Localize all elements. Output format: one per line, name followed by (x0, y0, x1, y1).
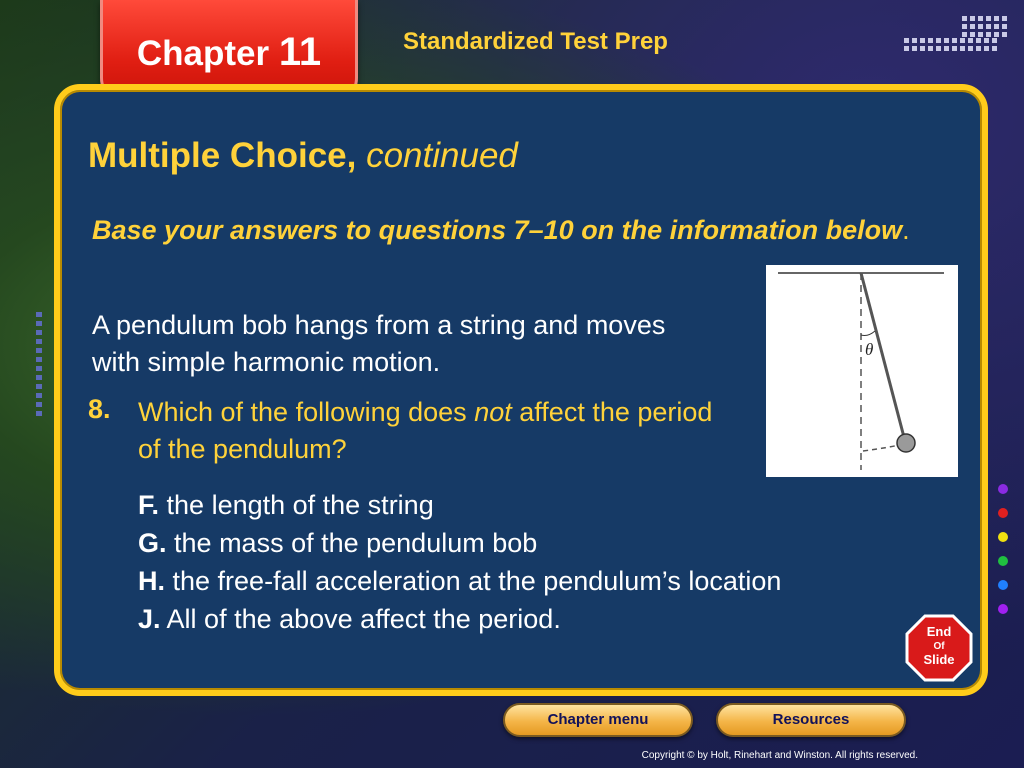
choice-letter: H. (138, 566, 165, 596)
question-part-2: affect the period of the pendulum? (138, 397, 713, 464)
choice-j[interactable] (138, 600, 781, 638)
question-text (138, 394, 738, 468)
choice-text: the length of the string (166, 490, 434, 520)
question-stem: A pendulum bob hangs from a string and moves with simple harmonic motion. (92, 310, 666, 377)
slide-title (88, 136, 518, 176)
pendulum-bob (897, 434, 915, 452)
instructions-period: . (902, 215, 910, 245)
chapter-label: Chapter (136, 34, 270, 73)
instructions-text: Base your answers to questions 7–10 on the information below (92, 215, 903, 245)
choice-text: All of the above affect the period. (166, 604, 561, 634)
theta-label: θ (865, 340, 874, 359)
svg-text:End: End (926, 624, 952, 639)
question-part-1: Which of the following does (138, 397, 467, 427)
angle-arc (861, 331, 875, 336)
svg-text:Slide: Slide (923, 652, 955, 667)
answer-choices (138, 486, 781, 638)
section-title: Standardized Test Prep (403, 28, 668, 55)
chapter-heading (103, 30, 355, 75)
svg-text:Of: Of (933, 641, 945, 652)
question-number: 8. (88, 394, 111, 424)
choice-h[interactable] (138, 562, 781, 600)
choice-g[interactable] (138, 524, 781, 562)
chapter-menu-button[interactable]: Chapter menu (503, 703, 693, 737)
instructions (92, 212, 952, 248)
choice-f[interactable] (138, 486, 781, 524)
slide-title-continued: continued (366, 136, 518, 175)
decorative-color-dots (998, 484, 1008, 628)
choice-letter: F. (138, 490, 160, 520)
question-emphasis: not (474, 397, 512, 427)
choice-letter: G. (138, 528, 167, 558)
copyright-text: Copyright © by Holt, Rinehart and Winston. All rights reserved. (641, 750, 918, 761)
resources-button[interactable]: Resources (716, 703, 906, 737)
arc-path (863, 445, 899, 451)
decorative-dot-grid-row (904, 38, 997, 51)
decorative-dot-grid-top (962, 16, 1007, 37)
pendulum-figure (766, 265, 958, 477)
stop-sign-icon (905, 614, 973, 682)
choice-text: the free-fall acceleration at the pendulum’s location (172, 566, 782, 596)
decorative-left-dots (36, 312, 42, 420)
pendulum-diagram (766, 265, 958, 477)
end-of-slide-button[interactable] (905, 614, 973, 682)
slide-title-main: Multiple Choice, (88, 136, 357, 175)
choice-text: the mass of the pendulum bob (174, 528, 538, 558)
choice-letter: J. (138, 604, 161, 634)
chapter-number: 11 (278, 30, 322, 74)
